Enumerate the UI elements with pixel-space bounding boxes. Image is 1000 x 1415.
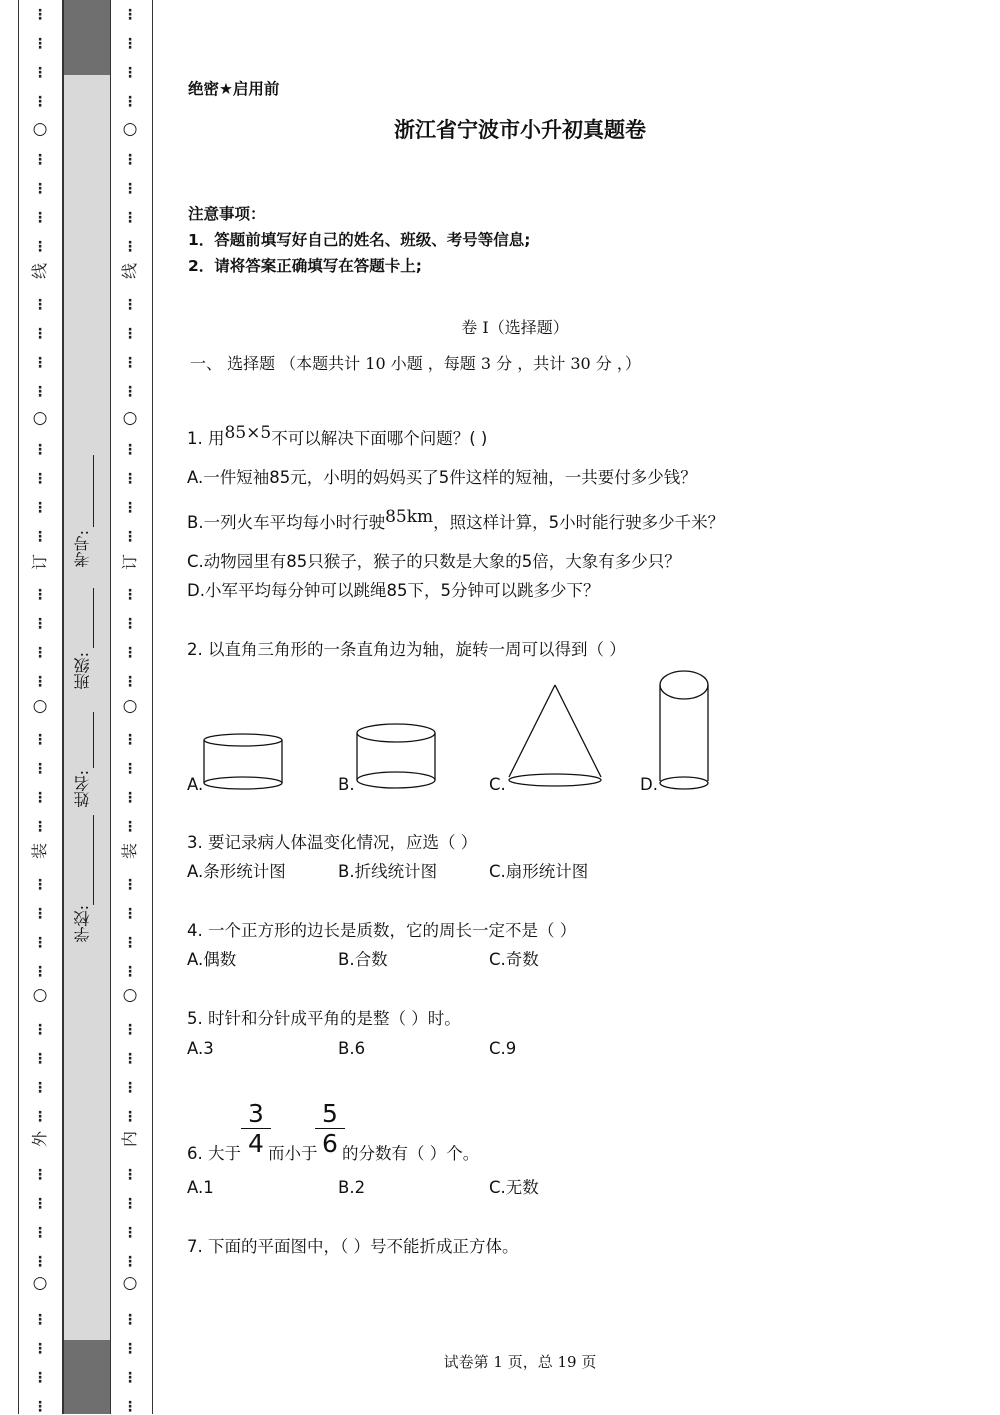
inner-seal-column	[120, 0, 140, 1414]
question-1-option-b[interactable]: B.一列火车平均每小时行驶85km，照这样计算，5小时能行驶多少千米？	[187, 507, 725, 532]
inner-dots: ⋮	[123, 442, 137, 458]
outer-dots: ⋮	[33, 819, 47, 835]
question-1-stem: 1. 用85×5不可以解决下面哪个问题？( )	[187, 423, 488, 448]
inner-dots: ⋮	[123, 355, 137, 371]
outer-dots: ⋮	[33, 384, 47, 400]
inner-dots: ⋮	[123, 790, 137, 806]
question-2-option-b[interactable]: B.	[338, 775, 355, 794]
inner-dots: ⋮	[123, 761, 137, 777]
school-underline	[93, 815, 94, 905]
school-label: 学校:	[73, 905, 92, 943]
question-6-prefix: 6. 大于	[187, 1144, 241, 1163]
outer-dots: ⋮	[33, 732, 47, 748]
fraction-five-sixths: 5 6	[318, 1101, 342, 1157]
exam-number-field[interactable]	[74, 530, 98, 588]
outer-dots: ⋮	[33, 1109, 47, 1125]
question-5-stem: 5. 时针和分针成平角的是整（ ）时。	[187, 1009, 461, 1028]
question-4-option-c[interactable]: C.奇数	[489, 950, 539, 969]
outer-seal-char: 线	[30, 263, 49, 280]
outer-dots: ⋮	[33, 297, 47, 313]
question-2-stem: 2. 以直角三角形的一条直角边为轴，旋转一周可以得到（ ）	[187, 640, 626, 659]
class-underline	[93, 588, 94, 648]
exam-number-underline	[93, 455, 94, 527]
outer-dots: ⋮	[33, 442, 47, 458]
outer-dots: ⋮	[33, 471, 47, 487]
outer-seal-column	[30, 0, 50, 1414]
question-6-option-a[interactable]: A.1	[187, 1178, 214, 1197]
inner-circle-mark: ○	[122, 985, 138, 1005]
outer-dots: ⋮	[33, 906, 47, 922]
inner-dots: ⋮	[123, 1254, 137, 1270]
question-1-option-c[interactable]: C.动物园里有85只猴子，猴子的只数是大象的5倍，大象有多少只？	[187, 552, 681, 571]
question-1-option-d[interactable]: D.小军平均每分钟可以跳绳85下，5分钟可以跳多少下？	[187, 581, 600, 600]
page-title: 浙江省宁波市小升初真题卷	[394, 118, 646, 142]
question-2-option-c[interactable]: C.	[489, 775, 506, 794]
inner-dots: ⋮	[123, 94, 137, 110]
outer-dots: ⋮	[33, 1022, 47, 1038]
expression-85x5: 85×5	[224, 423, 272, 443]
outer-dots: ⋮	[33, 1370, 47, 1386]
inner-dots: ⋮	[123, 326, 137, 342]
class-field[interactable]	[74, 652, 98, 710]
margin-dark-block	[63, 0, 111, 75]
outer-dots: ⋮	[33, 152, 47, 168]
outer-circle-mark: ○	[32, 696, 48, 716]
inner-dots: ⋮	[123, 1167, 137, 1183]
inner-dots: ⋮	[123, 529, 137, 545]
question-3-option-c[interactable]: C.扇形统计图	[489, 862, 589, 881]
inner-dots: ⋮	[123, 1370, 137, 1386]
inner-dots: ⋮	[123, 819, 137, 835]
question-2-option-a[interactable]: A.	[187, 775, 204, 794]
name-label: 姓名:	[73, 770, 92, 808]
name-field[interactable]	[74, 770, 98, 828]
outer-circle-mark: ○	[32, 119, 48, 139]
outer-dots: ⋮	[33, 239, 47, 255]
short-cylinder-figure	[204, 734, 282, 789]
outer-dots: ⋮	[33, 65, 47, 81]
inner-dots: ⋮	[123, 1080, 137, 1096]
inner-dots: ⋮	[123, 616, 137, 632]
outer-dots: ⋮	[33, 94, 47, 110]
question-6-suffix: 的分数有（ ）个。	[342, 1144, 480, 1163]
outer-circle-mark: ○	[32, 1273, 48, 1293]
outer-dots: ⋮	[33, 7, 47, 23]
inner-dots: ⋮	[123, 935, 137, 951]
margin-border-line	[152, 0, 153, 1414]
inner-seal-char: 订	[120, 554, 139, 571]
inner-circle-mark: ○	[122, 119, 138, 139]
outer-dots: ⋮	[33, 36, 47, 52]
inner-dots: ⋮	[123, 1022, 137, 1038]
inner-dots: ⋮	[123, 732, 137, 748]
question-6-option-c[interactable]: C.无数	[489, 1178, 539, 1197]
question-3-option-a[interactable]: A.条形统计图	[187, 862, 286, 881]
expression-85km: 85km	[385, 507, 434, 527]
class-label: 班级:	[73, 652, 92, 690]
margin-border-line	[18, 0, 19, 1414]
inner-seal-char: 装	[120, 843, 139, 860]
outer-dots: ⋮	[33, 1312, 47, 1328]
question-2-option-d[interactable]: D.	[640, 775, 658, 794]
cone-figure	[509, 685, 601, 786]
outer-dots: ⋮	[33, 210, 47, 226]
inner-dots: ⋮	[123, 7, 137, 23]
outer-dots: ⋮	[33, 1196, 47, 1212]
exam-number-label: 考号:	[73, 530, 92, 568]
inner-dots: ⋮	[123, 239, 137, 255]
notice-item: 1．答题前填写好自己的姓名、班级、考号等信息;	[188, 231, 531, 249]
inner-dots: ⋮	[123, 1312, 137, 1328]
inner-dots: ⋮	[123, 964, 137, 980]
outer-dots: ⋮	[33, 1167, 47, 1183]
outer-dots: ⋮	[33, 529, 47, 545]
outer-dots: ⋮	[33, 326, 47, 342]
outer-dots: ⋮	[33, 587, 47, 603]
inner-dots: ⋮	[123, 1341, 137, 1357]
secret-mark: 绝密★启用前	[188, 80, 280, 98]
outer-dots: ⋮	[33, 181, 47, 197]
medium-cylinder-figure	[357, 724, 435, 788]
outer-seal-char: 外	[30, 1131, 49, 1148]
inner-circle-mark: ○	[122, 1273, 138, 1293]
outer-seal-char: 订	[30, 554, 49, 571]
inner-dots: ⋮	[123, 152, 137, 168]
question-4-option-b[interactable]: B.合数	[338, 950, 388, 969]
outer-dots: ⋮	[33, 645, 47, 661]
inner-dots: ⋮	[123, 877, 137, 893]
outer-dots: ⋮	[33, 674, 47, 690]
inner-dots: ⋮	[123, 384, 137, 400]
inner-dots: ⋮	[123, 1399, 137, 1415]
question-4-stem: 4. 一个正方形的边长是质数，它的周长一定不是（ ）	[187, 921, 577, 940]
inner-dots: ⋮	[123, 1109, 137, 1125]
tall-cylinder-figure	[660, 671, 708, 789]
inner-dots: ⋮	[123, 471, 137, 487]
question-5-option-c[interactable]: C.9	[489, 1039, 517, 1058]
inner-dots: ⋮	[123, 1225, 137, 1241]
inner-dots: ⋮	[123, 1051, 137, 1067]
question-5-option-a[interactable]: A.3	[187, 1039, 214, 1058]
inner-dots: ⋮	[123, 1196, 137, 1212]
outer-dots: ⋮	[33, 1051, 47, 1067]
inner-dots: ⋮	[123, 906, 137, 922]
outer-dots: ⋮	[33, 1399, 47, 1415]
question-3-stem: 3. 要记录病人体温变化情况，应选（ ）	[187, 833, 478, 852]
outer-dots: ⋮	[33, 1341, 47, 1357]
outer-dots: ⋮	[33, 1080, 47, 1096]
question-3-option-b[interactable]: B.折线统计图	[338, 862, 438, 881]
name-underline	[93, 712, 94, 768]
notice-title: 注意事项：	[188, 205, 266, 223]
question-4-option-a[interactable]: A.偶数	[187, 950, 237, 969]
inner-circle-mark: ○	[122, 408, 138, 428]
outer-dots: ⋮	[33, 1254, 47, 1270]
inner-dots: ⋮	[123, 674, 137, 690]
notice-item: 2．请将答案正确填写在答题卡上;	[188, 257, 422, 275]
outer-dots: ⋮	[33, 761, 47, 777]
volume-heading: 卷 I（选择题）	[461, 318, 569, 337]
page-footer: 试卷第 1 页，总 19 页	[443, 1353, 597, 1371]
outer-dots: ⋮	[33, 964, 47, 980]
question-6-middle: 而小于	[268, 1144, 318, 1163]
question-1-option-a[interactable]: A.一件短袖85元，小明的妈妈买了5件这样的短袖，一共要付多少钱？	[187, 468, 697, 487]
inner-dots: ⋮	[123, 500, 137, 516]
outer-dots: ⋮	[33, 877, 47, 893]
inner-seal-char: 内	[120, 1131, 139, 1148]
question-7-stem: 7. 下面的平面图中，（ ）号不能折成正方体。	[187, 1237, 519, 1256]
inner-dots: ⋮	[123, 297, 137, 313]
inner-circle-mark: ○	[122, 696, 138, 716]
section-heading: 一、 选择题 （本题共计 10 小题 ，每题 3 分 ，共计 30 分 ，）	[190, 354, 641, 373]
inner-dots: ⋮	[123, 65, 137, 81]
outer-dots: ⋮	[33, 935, 47, 951]
outer-dots: ⋮	[33, 1225, 47, 1241]
inner-dots: ⋮	[123, 210, 137, 226]
outer-seal-char: 装	[30, 843, 49, 860]
inner-dots: ⋮	[123, 36, 137, 52]
question-5-option-b[interactable]: B.6	[338, 1039, 366, 1058]
inner-dots: ⋮	[123, 645, 137, 661]
outer-circle-mark: ○	[32, 985, 48, 1005]
inner-seal-char: 线	[120, 263, 139, 280]
inner-dots: ⋮	[123, 181, 137, 197]
outer-dots: ⋮	[33, 355, 47, 371]
outer-dots: ⋮	[33, 616, 47, 632]
question-6-option-b[interactable]: B.2	[338, 1178, 366, 1197]
school-field[interactable]	[74, 905, 98, 963]
inner-dots: ⋮	[123, 587, 137, 603]
outer-dots: ⋮	[33, 500, 47, 516]
fraction-three-quarters: 3 4	[244, 1101, 268, 1157]
outer-dots: ⋮	[33, 790, 47, 806]
outer-circle-mark: ○	[32, 408, 48, 428]
